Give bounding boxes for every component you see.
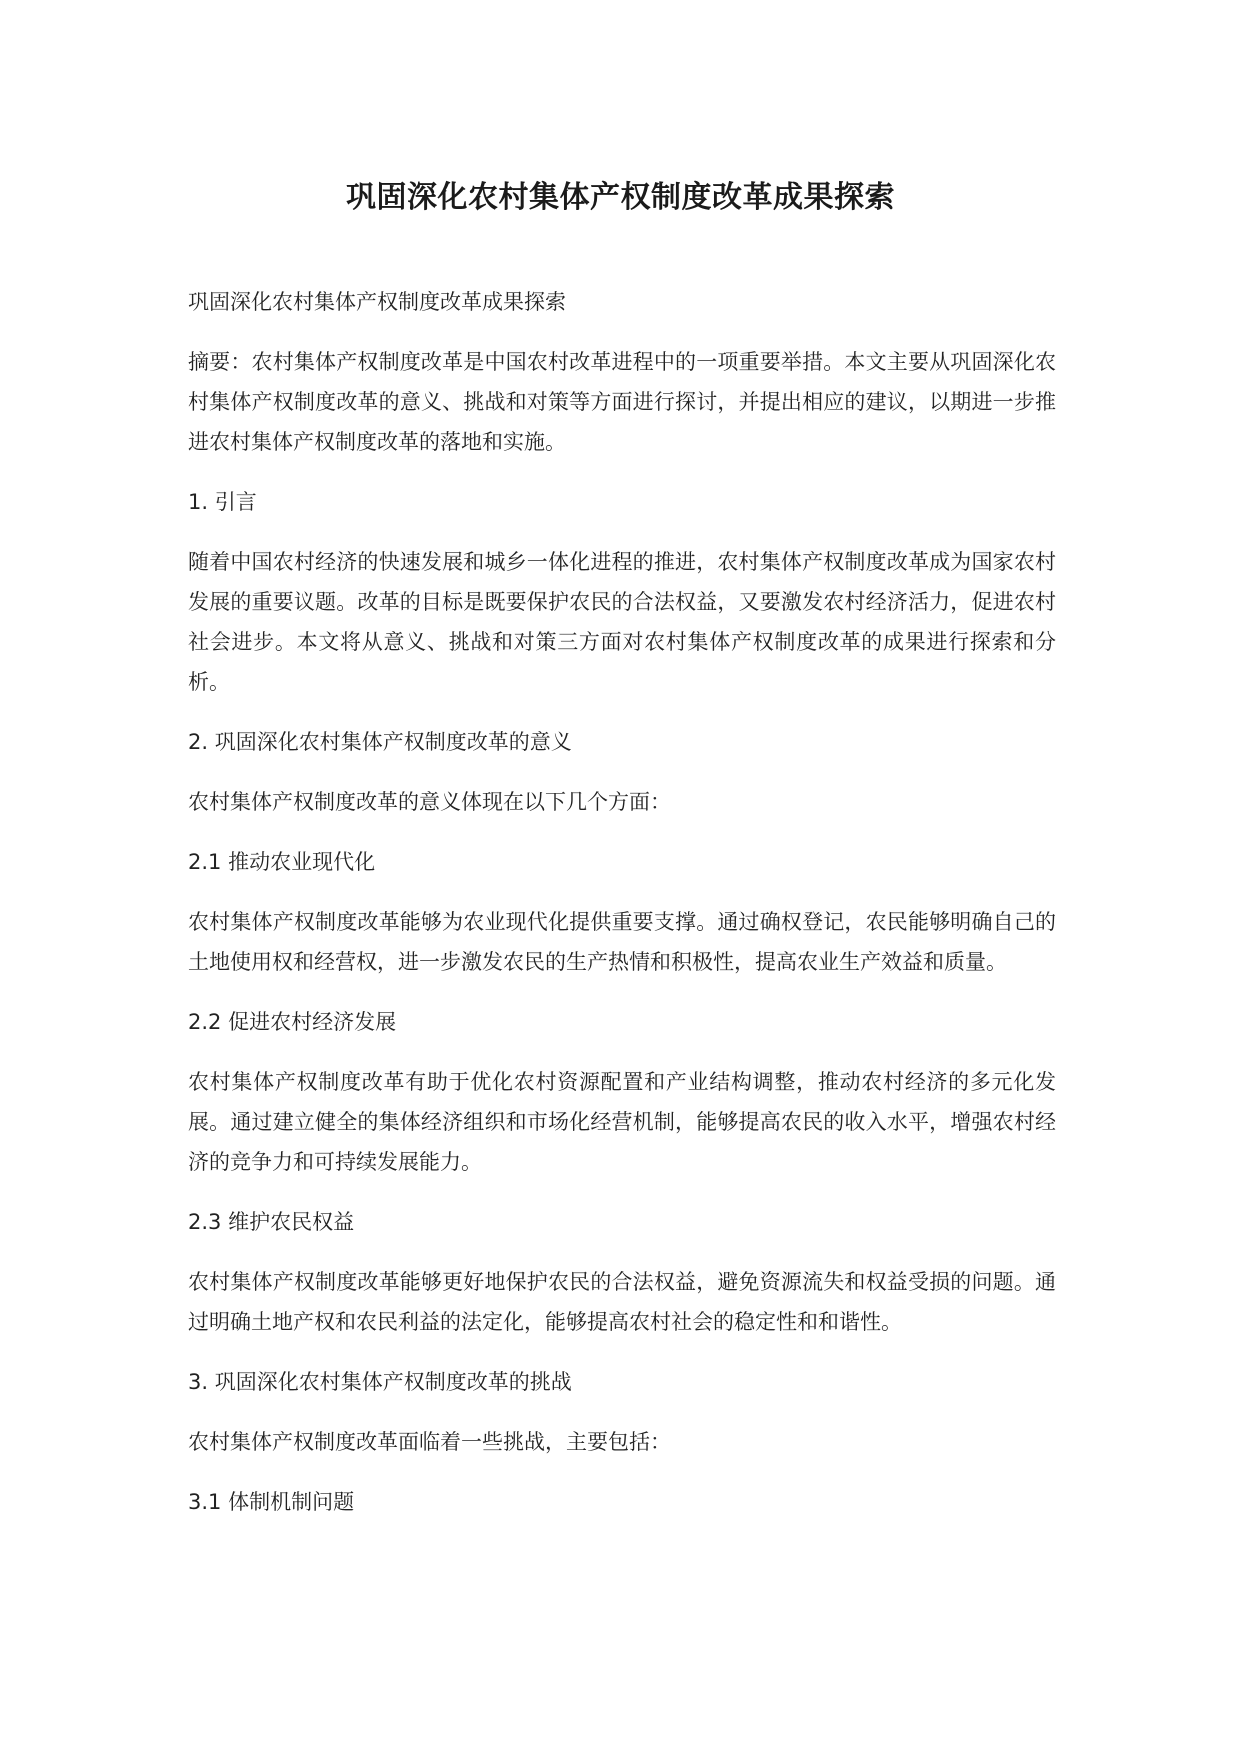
body-paragraph: 农村集体产权制度改革有助于优化农村资源配置和产业结构调整，推动农村经济的多元化发展。通过建立健全的集体经济组织和市场化经营机制，能够提高农民的收入水平，增强农村经济的竞争力和可持续发展能力。 [188,1070,1056,1174]
document-title: 巩固深化农村集体产权制度改革成果探索 [346,180,895,215]
body-paragraph: 随着中国农村经济的快速发展和城乡一体化进程的推进，农村集体产权制度改革成为国家农村发展的重要议题。改革的目标是既要保护农民的合法权益，又要激发农村经济活力，促进农村社会进步。本文将从意义、挑战和对策三方面对农村集体产权制度改革的成果进行探索和分析。 [188,550,1056,694]
abstract-paragraph: 摘要：农村集体产权制度改革是中国农村改革进程中的一项重要举措。本文主要从巩固深化农村集体产权制度改革的意义、挑战和对策等方面进行探讨，并提出相应的建议，以期进一步推进农村集体产权制度改革的落地和实施。 [188,350,1056,454]
section-heading: 3. 巩固深化农村集体产权制度改革的挑战 [188,1370,572,1394]
body-paragraph: 农村集体产权制度改革能够更好地保护农民的合法权益，避免资源流失和权益受损的问题。通过明确土地产权和农民利益的法定化，能够提高农村社会的稳定性和和谐性。 [188,1270,1056,1334]
section-heading: 2. 巩固深化农村集体产权制度改革的意义 [188,730,572,754]
section-heading: 1. 引言 [188,490,257,514]
subtitle-paragraph: 巩固深化农村集体产权制度改革成果探索 [188,290,566,314]
subsection-heading: 2.1 推动农业现代化 [188,850,376,874]
subsection-heading: 2.3 维护农民权益 [188,1210,355,1234]
body-paragraph: 农村集体产权制度改革能够为农业现代化提供重要支撑。通过确权登记，农民能够明确自己的土地使用权和经营权，进一步激发农民的生产热情和积极性，提高农业生产效益和质量。 [188,910,1056,974]
body-paragraph: 农村集体产权制度改革的意义体现在以下几个方面： [188,790,671,814]
subsection-heading: 2.2 促进农村经济发展 [188,1010,397,1034]
subsection-heading: 3.1 体制机制问题 [188,1490,355,1514]
body-paragraph: 农村集体产权制度改革面临着一些挑战，主要包括： [188,1430,671,1454]
document-body [188,282,1056,1542]
